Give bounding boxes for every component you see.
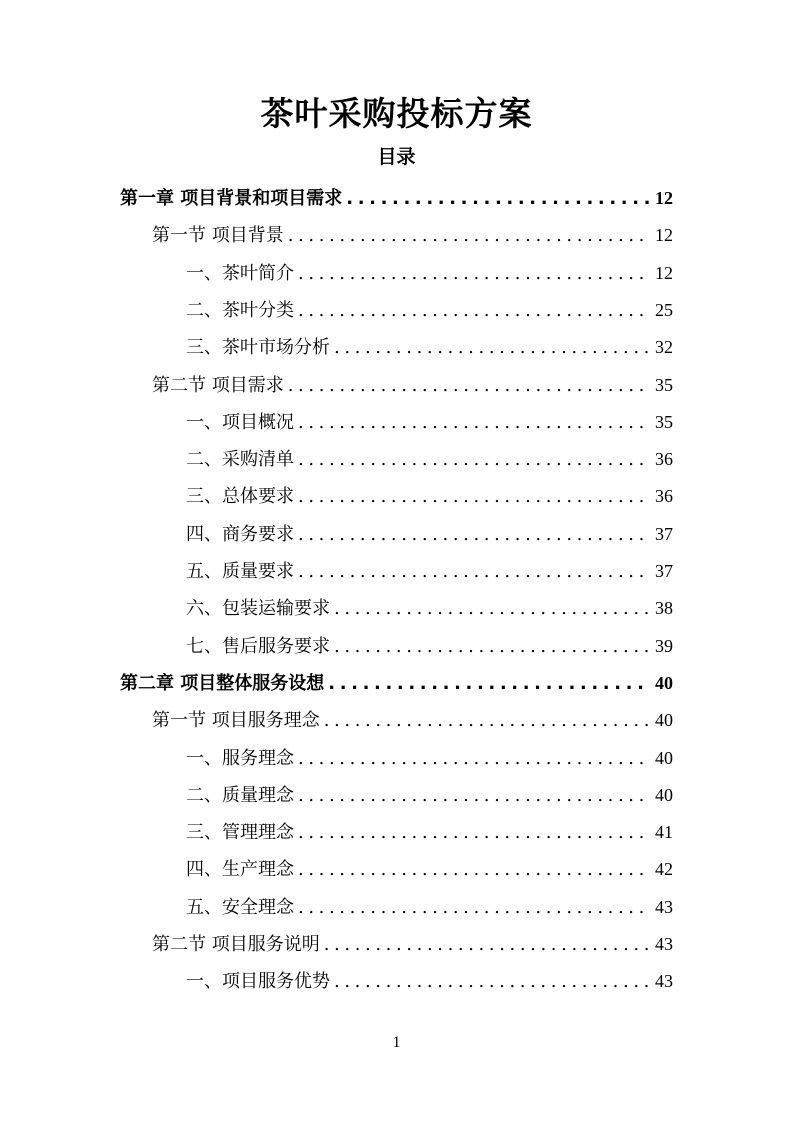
toc-entry[interactable] [186, 740, 673, 777]
toc-entry[interactable] [186, 329, 673, 366]
toc-entry-page: 35 [655, 412, 673, 432]
toc-entry-label: 四、商务要求 [186, 524, 294, 545]
toc-dot-leader [288, 217, 649, 254]
toc-entry-label: 第二节 项目服务说明 [152, 934, 320, 955]
toc-dot-leader [298, 740, 649, 777]
toc-entry[interactable] [186, 963, 673, 1000]
toc-dot-leader [298, 404, 649, 441]
toc-entry-label: 三、茶叶市场分析 [186, 337, 330, 358]
toc-entry-page: 37 [655, 561, 673, 581]
toc-entry[interactable] [186, 889, 673, 926]
toc-entry[interactable] [186, 516, 673, 553]
toc-entry-page: 37 [655, 524, 673, 544]
toc-entry[interactable] [186, 478, 673, 515]
toc-entry-label: 三、管理理念 [186, 822, 294, 843]
toc-entry-page: 36 [655, 486, 673, 506]
toc-dot-leader [298, 441, 649, 478]
toc-dot-leader [298, 516, 649, 553]
toc-entry-label: 七、售后服务要求 [186, 636, 330, 657]
toc-entry[interactable] [186, 553, 673, 590]
toc-entry-label: 一、服务理念 [186, 748, 294, 769]
toc-heading: 目录 [377, 146, 416, 168]
toc-entry-label: 五、安全理念 [186, 897, 294, 918]
toc-entry-label: 一、项目服务优势 [186, 971, 330, 992]
toc-entry-page: 40 [655, 673, 673, 693]
toc-entry-page: 39 [655, 636, 673, 656]
toc-entry[interactable] [186, 404, 673, 441]
toc-entry-label: 一、项目概况 [186, 412, 294, 433]
toc-entry[interactable] [186, 590, 673, 627]
toc-entry-page: 43 [655, 897, 673, 917]
toc-entry-label: 第一节 项目背景 [152, 225, 284, 246]
toc-dot-leader [334, 329, 649, 366]
toc-entry[interactable] [186, 628, 673, 665]
toc-entry-label: 第二节 项目需求 [152, 375, 284, 396]
toc-entry-page: 42 [655, 859, 673, 879]
toc-entry[interactable] [120, 665, 673, 702]
toc-entry-page: 12 [655, 188, 673, 208]
toc-dot-leader [324, 702, 649, 739]
toc-dot-leader [324, 926, 649, 963]
toc-entry-page: 12 [655, 263, 673, 283]
document-title: 茶叶采购投标方案 [260, 94, 533, 133]
toc-entry-page: 25 [655, 300, 673, 320]
toc-dot-leader [288, 367, 649, 404]
toc-entry[interactable] [120, 180, 673, 217]
toc-dot-leader [334, 590, 649, 627]
toc-entry[interactable] [152, 367, 673, 404]
toc-entry[interactable] [186, 292, 673, 329]
toc-dot-leader [334, 963, 649, 1000]
toc-entry-label: 一、茶叶简介 [186, 263, 294, 284]
toc-dot-leader [298, 292, 649, 329]
toc-entry-page: 36 [655, 449, 673, 469]
toc-entry-page: 12 [655, 225, 673, 245]
toc-entry[interactable] [152, 217, 673, 254]
toc-dot-leader [298, 889, 649, 926]
toc-entry[interactable] [186, 851, 673, 888]
toc-entry[interactable] [186, 814, 673, 851]
toc-dot-leader [298, 553, 649, 590]
toc-dot-leader [298, 255, 649, 292]
toc-entry-page: 41 [655, 822, 673, 842]
toc-entry-label: 三、总体要求 [186, 486, 294, 507]
toc-entry[interactable] [186, 441, 673, 478]
toc-entry-label: 第二章 项目整体服务设想 [120, 673, 325, 694]
toc-entry-page: 38 [655, 598, 673, 618]
toc-entry[interactable] [186, 255, 673, 292]
toc-entry-label: 二、质量理念 [186, 785, 294, 806]
toc-entry-label: 二、采购清单 [186, 449, 294, 470]
toc-dot-leader [328, 665, 649, 702]
toc-entry[interactable] [152, 702, 673, 739]
toc-entry-page: 43 [655, 934, 673, 954]
toc-entry-page: 40 [655, 710, 673, 730]
toc-dot-leader [298, 851, 649, 888]
toc-dot-leader [334, 628, 649, 665]
toc-entry-page: 43 [655, 971, 673, 991]
toc-entry-label: 四、生产理念 [186, 859, 294, 880]
toc-entry-label: 第一节 项目服务理念 [152, 710, 320, 731]
toc-entry-page: 35 [655, 375, 673, 395]
toc-entry-label: 二、茶叶分类 [186, 300, 294, 321]
toc-entry-page: 40 [655, 785, 673, 805]
toc-dot-leader [298, 478, 649, 515]
toc-entry-label: 六、包装运输要求 [186, 598, 330, 619]
toc-entry-page: 32 [655, 337, 673, 357]
page-number: 1 [392, 1034, 401, 1051]
toc-entry[interactable] [186, 777, 673, 814]
toc-entry-label: 五、质量要求 [186, 561, 294, 582]
toc-entry[interactable] [152, 926, 673, 963]
toc-entry-page: 40 [655, 748, 673, 768]
toc-entry-label: 第一章 项目背景和项目需求 [120, 188, 343, 209]
toc-dot-leader [298, 814, 649, 851]
toc-dot-leader [298, 777, 649, 814]
toc-dot-leader [346, 180, 649, 217]
